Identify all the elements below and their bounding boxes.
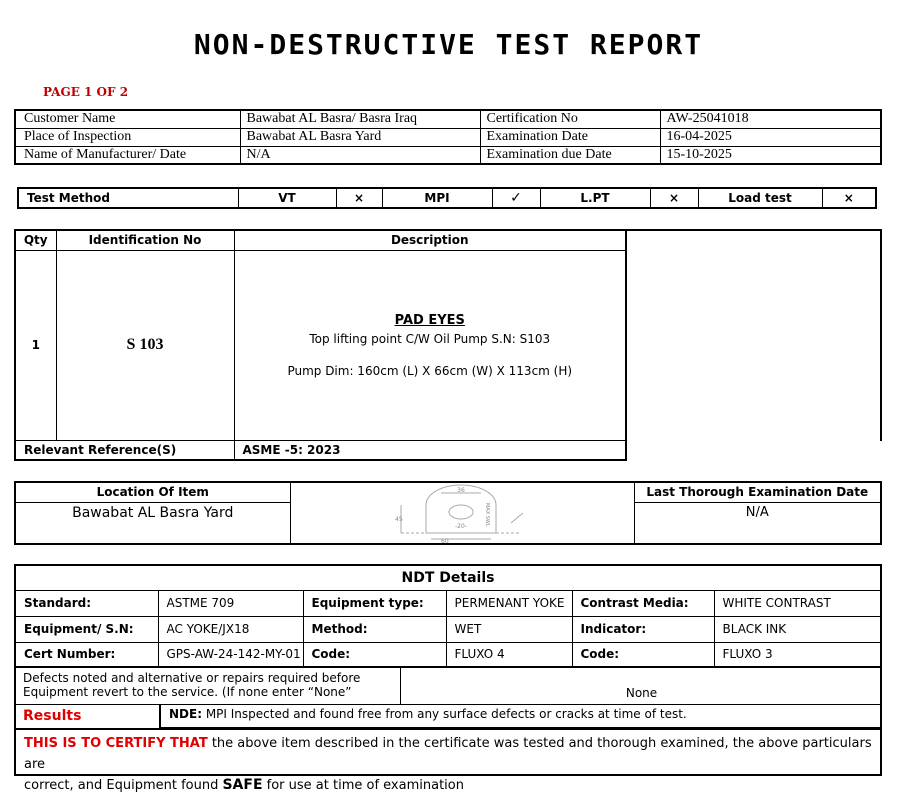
- test-method-label: Test Method: [18, 188, 238, 208]
- location-label: Location Of Item: [15, 482, 290, 502]
- defects-label-line-2: Equipment revert to the service. (If none enter “None”: [23, 685, 352, 699]
- results-row: [14, 705, 882, 728]
- pad-eye-drawing-icon: [291, 483, 634, 543]
- qty-value: 1: [15, 250, 56, 440]
- desc-header: Description: [234, 230, 626, 250]
- exam-date-label: Examination Date: [480, 128, 660, 146]
- defects-value: None: [625, 686, 658, 700]
- lpt-cross-icon: ×: [650, 188, 698, 208]
- due-date-label: Examination due Date: [480, 146, 660, 164]
- cert-number-value: GPS-AW-24-142-MY-01: [158, 642, 303, 667]
- method-load-test: Load test: [698, 188, 822, 208]
- drawing-dim-top: 36: [456, 487, 465, 494]
- standard-label: Standard:: [15, 590, 158, 616]
- nde-value: MPI Inspected and found free from any surface defects or cracks at time of test.: [202, 707, 687, 721]
- report-title: NON-DESTRUCTIVE TEST REPORT: [193, 28, 704, 61]
- cert-value: AW-25041018: [660, 110, 881, 128]
- contrast-media-label: Contrast Media:: [572, 590, 714, 616]
- location-table: [14, 481, 882, 545]
- drawing-dim-bottom: 60: [440, 538, 449, 543]
- method-mpi: MPI: [382, 188, 492, 208]
- load-test-cross-icon: ×: [822, 188, 876, 208]
- manufacturer-value: N/A: [240, 146, 480, 164]
- place-value: Bawabat AL Basra Yard: [240, 128, 480, 146]
- drawing-dim-mid: -20-: [454, 523, 467, 530]
- equipment-type-value: PERMENANT YOKE: [446, 590, 572, 616]
- method-lpt: L.PT: [540, 188, 650, 208]
- standard-value: ASTME 709: [158, 590, 303, 616]
- certify-safe: SAFE: [222, 777, 263, 793]
- description-cell: [234, 250, 626, 440]
- exam-date-value: 16-04-2025: [660, 128, 881, 146]
- ndt-title: NDT Details: [15, 565, 881, 590]
- defects-section: [14, 667, 882, 705]
- customer-label: Customer Name: [15, 110, 240, 128]
- certify-line-2: [24, 775, 880, 796]
- contrast-media-value: WHITE CONTRAST: [714, 590, 881, 616]
- drawing-side-text: MAX SWL: [483, 503, 490, 527]
- method-value: WET: [446, 616, 572, 642]
- qty-header: Qty: [15, 230, 56, 250]
- method-label: Method:: [303, 616, 446, 642]
- ndt-table: [14, 564, 882, 668]
- desc-title: PAD EYES: [394, 312, 465, 328]
- nde-label: NDE:: [169, 707, 202, 721]
- certify-section: [14, 728, 882, 793]
- last-exam-label: Last Thorough Examination Date: [634, 482, 881, 502]
- page-number: PAGE 1 OF 2: [43, 85, 129, 99]
- cert-number-label: Cert Number:: [15, 642, 158, 667]
- indicator-label: Indicator:: [572, 616, 714, 642]
- test-method-table: [17, 187, 877, 209]
- equipment-sn-label: Equipment/ S.N:: [15, 616, 158, 642]
- id-value: S 103: [56, 250, 234, 440]
- defects-label: [23, 671, 401, 699]
- method-vt: VT: [238, 188, 336, 208]
- certify-red: THIS IS TO CERTIFY THAT: [24, 736, 208, 751]
- indicator-value: BLACK INK: [714, 616, 881, 642]
- place-label: Place of Inspection: [15, 128, 240, 146]
- code-value-2: FLUXO 3: [714, 642, 881, 667]
- results-label: Results: [23, 708, 82, 724]
- due-date-value: 15-10-2025: [660, 146, 881, 164]
- last-exam-value: N/A: [634, 502, 881, 544]
- equipment-type-label: Equipment type:: [303, 590, 446, 616]
- code-value-1: FLUXO 4: [446, 642, 572, 667]
- drawing-dim-side: 45: [394, 516, 403, 523]
- desc-line-2: Pump Dim: 160cm (L) X 66cm (W) X 113cm (H): [287, 363, 573, 378]
- cert-label: Certification No: [480, 110, 660, 128]
- certify-text-2a: correct, and Equipment found: [24, 778, 223, 793]
- nde-text: [169, 707, 687, 721]
- equipment-sn-value: AC YOKE/JX18: [158, 616, 303, 642]
- certify-text-2b: for use at time of examination: [262, 778, 464, 793]
- vt-cross-icon: ×: [336, 188, 382, 208]
- ref-value: ASME -5: 2023: [234, 440, 626, 460]
- code-label-1: Code:: [303, 642, 446, 667]
- id-header: Identification No: [56, 230, 234, 250]
- code-label-2: Code:: [572, 642, 714, 667]
- customer-value: Bawabat AL Basra/ Basra Iraq: [240, 110, 480, 128]
- desc-line-1: Top lifting point C/W Oil Pump S.N: S103: [309, 331, 551, 346]
- certify-text-1: the above item described in the certificate was tested and thorough examined, the above particulars are: [24, 736, 872, 772]
- ref-label: Relevant Reference(S): [15, 440, 234, 460]
- certify-line-1: [24, 733, 880, 775]
- item-table: [14, 229, 627, 461]
- location-value: Bawabat AL Basra Yard: [15, 502, 290, 544]
- mpi-check-icon: ✓: [492, 188, 540, 208]
- pad-eye-drawing: [290, 482, 634, 544]
- info-table: [14, 109, 882, 165]
- defects-label-line-1: Defects noted and alternative or repairs required before: [23, 671, 361, 685]
- manufacturer-label: Name of Manufacturer/ Date: [15, 146, 240, 164]
